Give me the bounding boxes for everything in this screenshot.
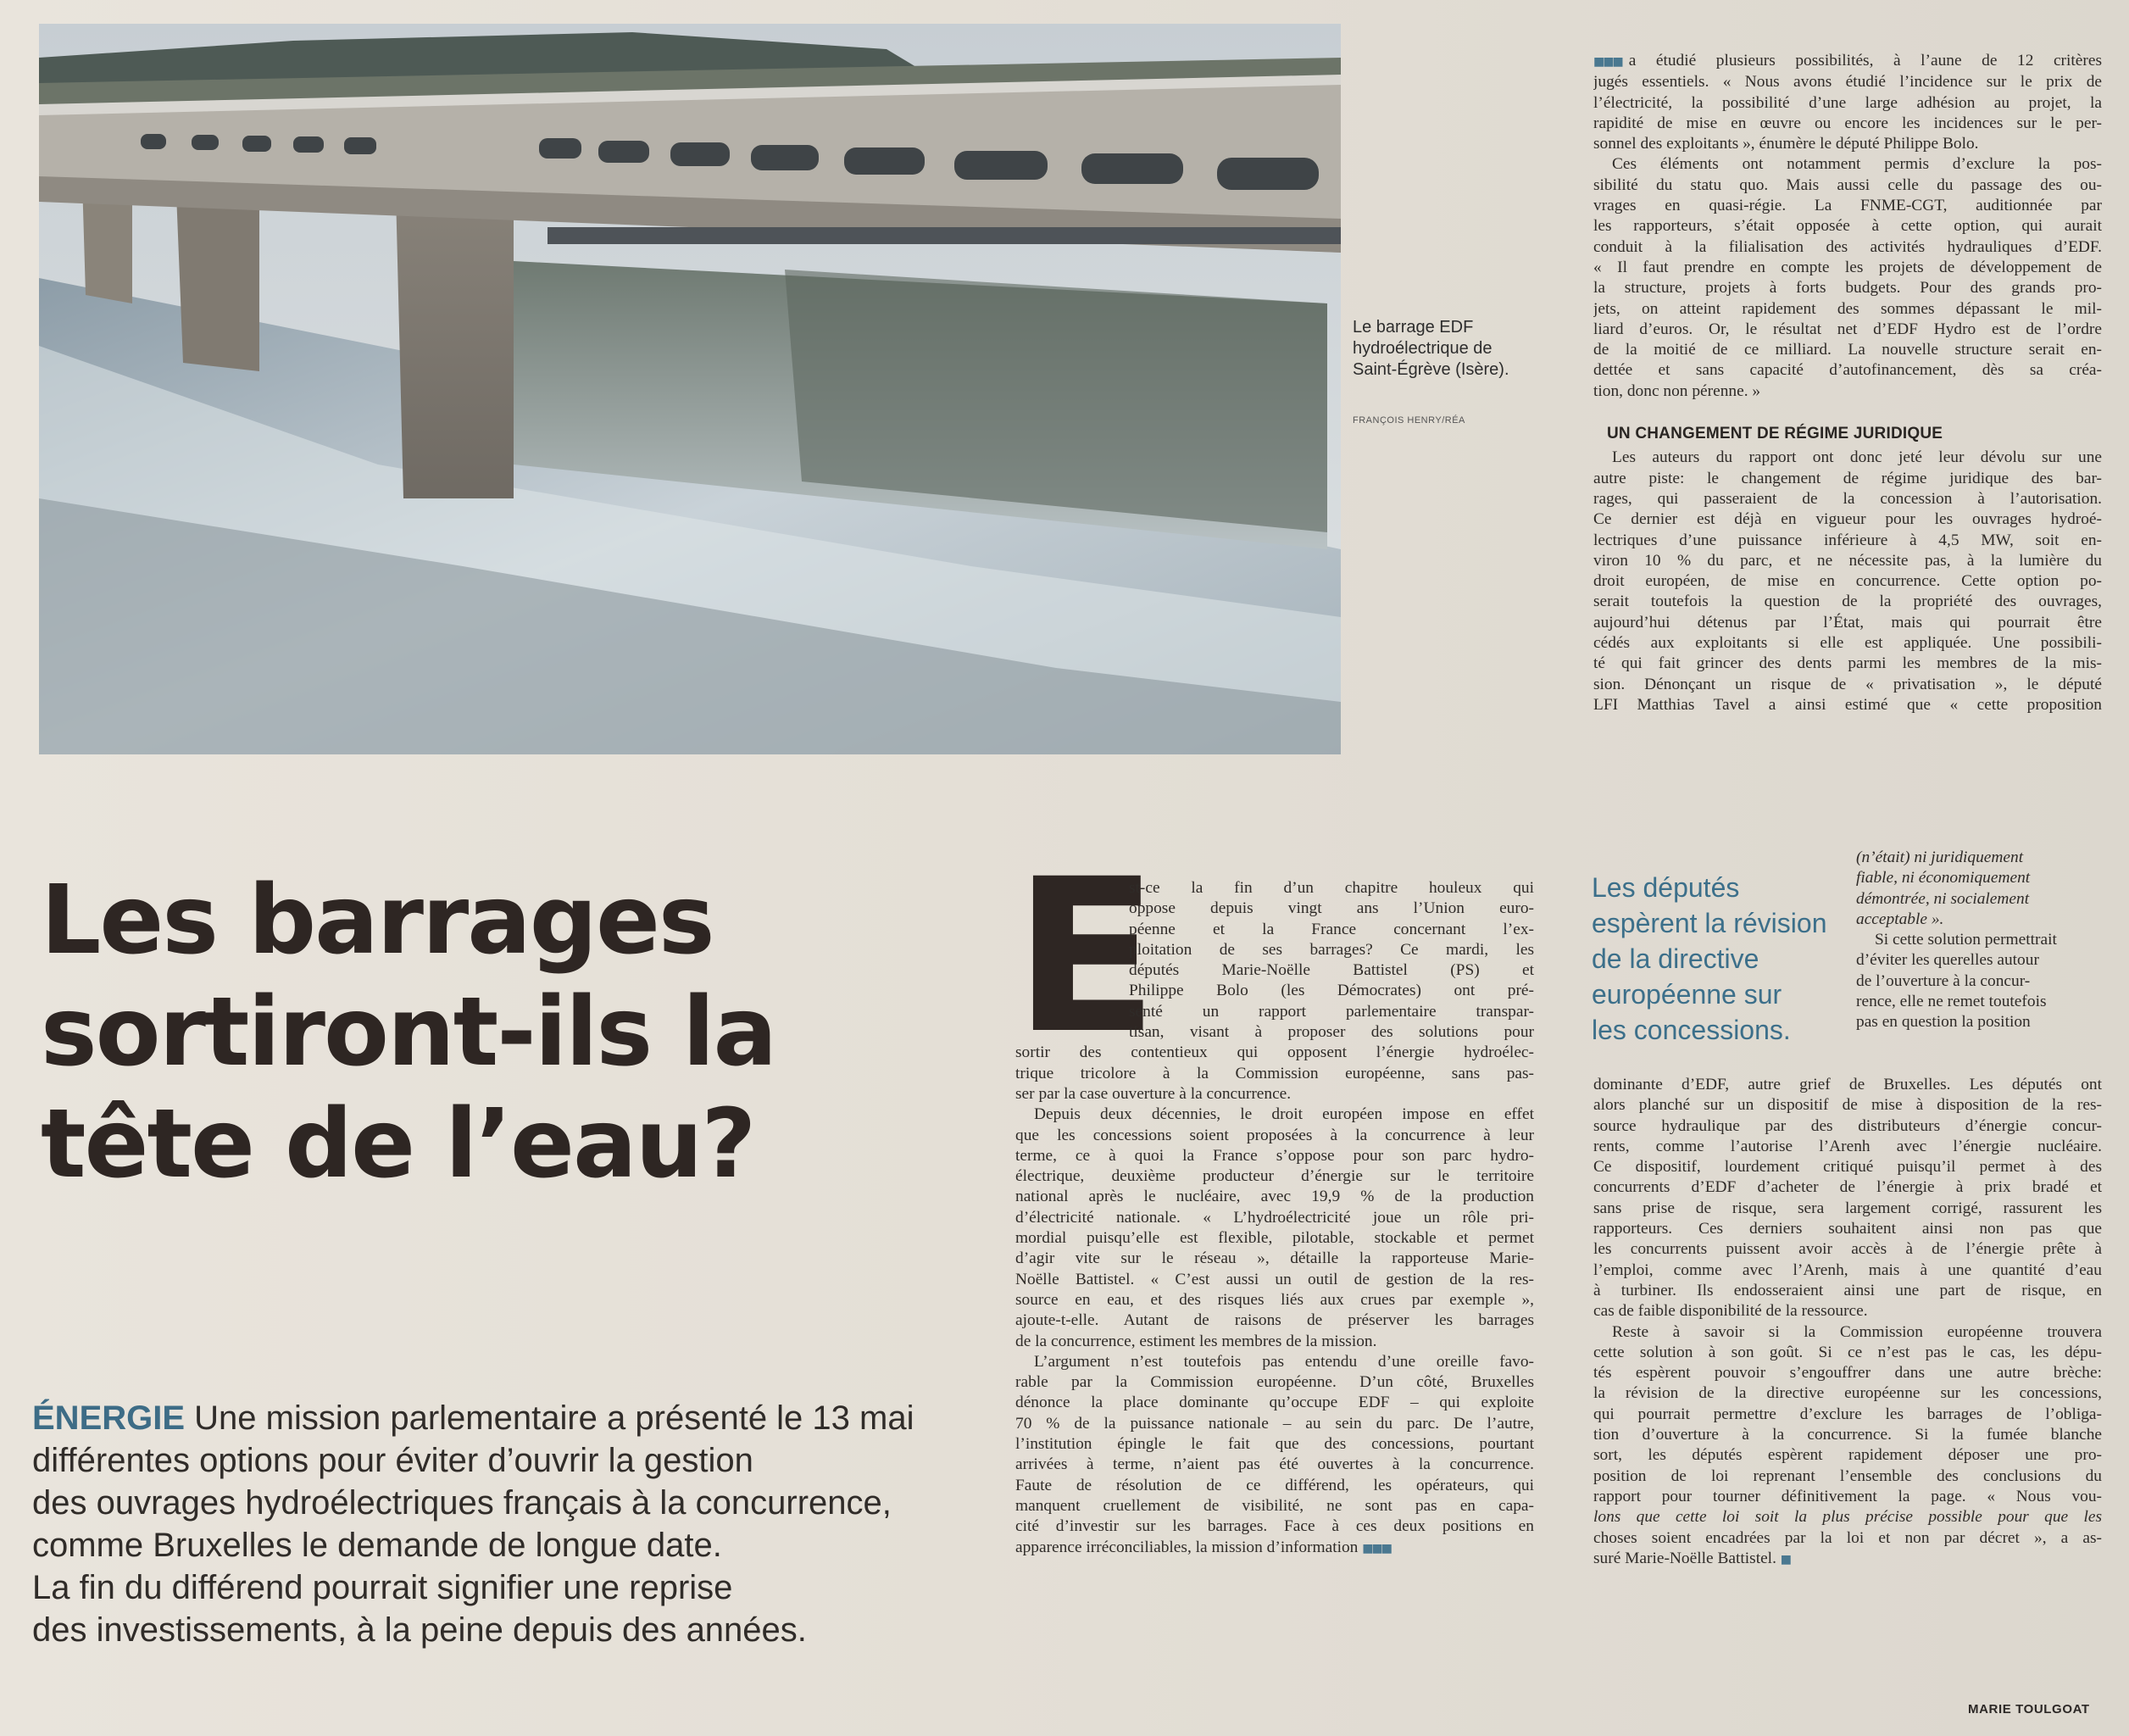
chapeau-line: des ouvrages hydroélectriques français à la concurrence, [32,1484,892,1522]
quote-text: démontrée, ni socialement [1856,889,2030,908]
article-line: position de loi reprenant l’ensemble des conclusions du [1593,1466,2102,1485]
article-line: d’agir vite sur le réseau », détaille la rapporteuse Marie- [1015,1249,1534,1268]
pull-quote-line: espèrent la révision [1592,908,1827,938]
article-line: ploitation de ses barrages? Ce mardi, les [1129,940,1534,959]
article-line: Depuis deux décennies, le droit européen impose en effet [1034,1105,1534,1124]
chapeau-line: La fin du différend pourrait signifier une reprise [32,1569,733,1606]
quote-text: lons que cette loi soit la plus précise possible pour que les [1593,1508,2102,1527]
article-line-text: a étudié plusieurs possibilités, à l’aune de 12 critères [1628,52,2102,70]
article-line: rable par la Commission européenne. D’un côté, Bruxelles [1015,1373,1534,1392]
pull-quote-line: les concessions. [1592,1015,1791,1045]
article-line: électrique, deuxième producteur d’énergie sur le territoire [1015,1167,1534,1186]
article-line [1856,889,2102,910]
article-line: cédés aux exploitants si elle est appliquée. Une possibili- [1593,634,2102,653]
article-line [1015,1538,1534,1559]
article-line: 70 % de la puissance nationale – au sein du parc. De l’autre, [1015,1414,1534,1433]
article-line: rapport pour tourner définitivement la page. « Nous vou- [1593,1487,2102,1505]
article-line: rence, elle ne remet toutefois [1856,993,2047,1011]
article-line: cas de faible disponibilité de la ressource. [1593,1302,1868,1321]
article-line: Ce dispositif, lourdement critiqué puisqu’il permet à des [1593,1158,2102,1177]
article-line: sonnel des exploitants », énumère le député Philippe Bolo. [1593,135,1979,153]
article-line: de la moitié de ce milliard. La nouvelle structure serait en- [1593,341,2102,359]
article-line: cité d’investir sur les barrages. Face à ces deux positions en [1015,1517,1534,1536]
headline [41,865,990,1200]
chapeau-line [32,1397,990,1439]
article-line [1593,1549,2102,1570]
article-line: Reste à savoir si la Commission européenne trouvera [1612,1322,2102,1341]
article-line: les rapporteurs, s’était opposée à cette option, qui aurait [1593,217,2102,236]
article-line: qui pourrait permettre d’exclure les barrages de l’obliga- [1593,1405,2102,1423]
article-line [1856,910,2102,930]
chapeau [32,1397,990,1651]
article-line: les concurrents puissent avoir accès à de l’énergie prête à [1593,1240,2102,1259]
article-line: conduit à la filialisation des activités hydrauliques d’EDF. [1593,237,2102,256]
article-line: L’argument n’est toutefois pas entendu d’une oreille favo- [1034,1352,1534,1371]
article-line: serait toutefois la question de la propriété des ouvrages, [1593,593,2102,611]
article-line: Noëlle Battistel. « C’est aussi un outil de gestion de la res- [1015,1270,1534,1288]
article-line: sortir des contentieux qui opposent l’énergie hydroélec- [1015,1043,1534,1062]
article-line: à turbiner. Ils endosseraient ainsi une part de risque, en [1593,1281,2102,1299]
article-line: vrages en quasi-régie. La FNME-CGT, auditionnée par [1593,197,2102,215]
article-line: liard d’euros. Or, le résultat net d’EDF Hydro est de l’ordre [1593,320,2102,338]
article-line: ajoute-t-elle. Autant de raisons de préserver les barrages [1015,1311,1534,1330]
article-line [1856,848,2102,868]
photo-caption: Le barrage EDF hydroélectrique de Saint-Égrève (Isère). [1353,318,1509,379]
author-byline: MARIE TOULGOAT [1968,1702,2090,1717]
article-line: que les concessions soient proposées à la concurrence à leur [1015,1126,1534,1144]
article-line: sion. Dénonçant un risque de « privatisation », le député [1593,675,2102,693]
article-line: Philippe Bolo (les Démocrates) ont pré- [1129,982,1534,1000]
article-line: source en eau, et des risques liés aux crues par exemple », [1015,1290,1534,1309]
chapeau-line: comme Bruxelles le demande de longue date. [32,1527,722,1564]
article-line: pas en question la position [1856,1013,2031,1032]
continuation-squares-icon: ■■■ [1362,1541,1391,1555]
article-line: dénonce la place dominante qu’occupe EDF – qui exploite [1015,1394,1534,1412]
article-line: Les auteurs du rapport ont donc jeté leur dévolu sur une [1612,448,2102,467]
article-line: la révision de la directive européenne sur les concessions, [1593,1384,2102,1403]
article-column-right [1593,51,2102,715]
article-line: st-ce la fin d’un chapitre houleux qui [1129,879,1534,897]
quote-text: fiable, ni économiquement [1856,869,2031,887]
drop-cap: E [1014,833,1159,1080]
article-line: jugés essentiels. « Nous avons étudié l’incidence sur le prix de [1593,73,2102,92]
article-line: Ce dernier est déjà en vigueur pour les ouvrages hydroé- [1593,510,2102,529]
article-column-middle [1014,833,1534,1559]
article-line: concurrents d’EDF d’acheter de l’énergie à prix bradé et [1593,1178,2102,1197]
article-line: rents, comme l’autorise l’Arenh avec l’énergie nucléaire. [1593,1137,2102,1155]
article-line: senté un rapport parlementaire transpar- [1129,1002,1534,1021]
article-line: de la concurrence, estiment les membres de la mission. [1015,1332,1377,1350]
article-line: dominante d’EDF, autre grief de Bruxelles. Les députés ont [1593,1076,2102,1093]
article-column-right-bottom [1593,1075,2102,1570]
chapeau-text: Une mission parlementaire a présenté le 13 mai [185,1399,914,1437]
article-line: l’électricité, la possibilité d’une large adhésion au projet, la [1593,93,2102,112]
article-line: sibilité du statu quo. Mais aussi celle du passage des ou- [1593,175,2102,194]
article-line: tisan, visant à proposer des solutions pour [1129,1023,1534,1042]
chapeau-line: des investissements, à la peine depuis des années. [32,1611,807,1649]
pull-quote-line: européenne sur [1592,979,1782,1010]
article-line: d’éviter les querelles autour [1856,951,2039,970]
article-line: Si cette solution permettrait [1875,931,2057,949]
pull-quote [1592,870,1837,1048]
article-line: ser par la case ouverture à la concurrence. [1015,1084,1292,1103]
article-line: choses soient encadrées par la loi et non par décret », a as- [1593,1528,2102,1547]
article-line [1593,51,2102,72]
article-line: l’emploi, comme avec l’Arenh, mais à une quantité d’eau [1593,1260,2102,1279]
article-line [1856,868,2102,888]
article-line: autre piste: le changement de régime juridique des bar- [1593,469,2102,487]
section-kicker: ÉNERGIE [32,1399,186,1437]
quote-text: (n’était) ni juridiquement [1856,849,2024,866]
article-line: jets, on atteint rapidement des sommes dépassant le mil- [1593,299,2102,318]
article-line: dettée et sans capacité d’autofinancement, dès sa créa- [1593,361,2102,380]
article-line: manquent cruellement de visibilité, ne sont pas en capa- [1015,1496,1534,1515]
article-line: rapporteurs. Ces derniers souhaitent ainsi non pas que [1593,1220,2102,1238]
article-line-text: apparence irréconciliables, la mission d’information [1015,1538,1359,1556]
article-line: alors planché sur un dispositif de mise à disposition de la res- [1593,1096,2102,1115]
article-line: d’électricité nationale. « L’hydroélectricité joue un rôle pri- [1015,1208,1534,1227]
article-line: lectriques d’une puissance inférieure à 4,5 MW, soit en- [1593,531,2102,549]
article-line: « Il faut prendre en compte les projets de développement de [1593,258,2102,276]
section-subhead: UN CHANGEMENT DE RÉGIME JURIDIQUE [1607,425,1943,443]
article-line [1593,1507,2102,1527]
photo-credit: FRANÇOIS HENRY/RÉA [1353,415,1465,426]
article-line: Faute de résolution de ce différend, les opérateurs, qui [1015,1476,1534,1494]
article-line: tion d’ouverture à la concurrence. Si la fumée blanche [1593,1426,2102,1444]
article-line: sans prise de risque, sera largement corrigé, rassurent les [1593,1199,2102,1217]
article-line: députés Marie-Noëlle Battistel (PS) et [1129,961,1534,980]
headline-line: sortiront-ils la [41,977,776,1088]
article-line-text: suré Marie-Noëlle Battistel. [1593,1549,1776,1567]
article-line: rages, qui passeraient de la concession à l’autorisation. [1593,489,2102,508]
headline-line: Les barrages [41,865,714,976]
article-line: de l’ouverture à la concur- [1856,971,2031,990]
pull-quote-line: de la directive [1592,943,1759,974]
article-line: tés espèrent pouvoir s’engouffrer dans une autre brèche: [1593,1364,2102,1383]
article-line: trique tricolore à la Commission européenne, sans pas- [1015,1064,1534,1082]
article-line: droit européen, de mise en concurrence. Cette option po- [1593,572,2102,591]
article-line: sort, les députés espèrent rapidement déposer une pro- [1593,1446,2102,1465]
article-line: terme, ce à quoi la France s’oppose pour son parc hydro- [1015,1146,1534,1165]
article-line: viron 10 % du parc, et ne nécessite pas, à la lumière du [1593,551,2102,570]
article-line: péenne et la France concernant l’ex- [1129,920,1534,938]
article-line: oppose depuis vingt ans l’Union euro- [1129,899,1534,918]
quote-text: acceptable ». [1856,910,1944,928]
article-line: LFI Matthias Tavel a ainsi estimé que « cette proposition [1593,695,2102,714]
article-line: té qui fait grincer des dents parmi les membres de la mis- [1593,654,2102,673]
end-mark-icon: ■ [1780,1552,1791,1566]
article-column-narrow [1856,848,2102,1033]
article-line: rapidité de mise en œuvre ou encore les incidences sur le per- [1593,114,2102,132]
article-line: cette solution à son goût. Si ce n’est pas le cas, les dépu- [1593,1343,2102,1361]
article-line: arrivées à terme, n’aient pas été ouvertes à la concurrence. [1015,1455,1534,1474]
article-line: national après le nucléaire, avec 19,9 % de la production [1015,1188,1534,1206]
article-line: Ces éléments ont notamment permis d’exclure la pos- [1612,155,2102,174]
pull-quote-line: Les députés [1592,872,1740,903]
article-line: la structure, projets à forts budgets. Pour des grands pro- [1593,279,2102,298]
continuation-squares-icon: ■■■ [1593,55,1622,69]
article-line: aujourd’hui détenus par l’État, mais qui pourrait être [1593,613,2102,632]
dam-photo [39,24,1341,754]
article-line: source hydraulique par des distributeurs d’énergie concur- [1593,1116,2102,1135]
article-line: tion, donc non pérenne. » [1593,381,1761,400]
chapeau-line: différentes options pour éviter d’ouvrir la gestion [32,1442,753,1479]
headline-line: tête de l’eau? [41,1089,755,1199]
article-line: mordial puisqu’elle est flexible, pilotable, stockable et permet [1015,1229,1534,1248]
article-line: l’institution épingle le fait que des concessions, pourtant [1015,1435,1534,1454]
dam-illustration [39,24,1341,754]
